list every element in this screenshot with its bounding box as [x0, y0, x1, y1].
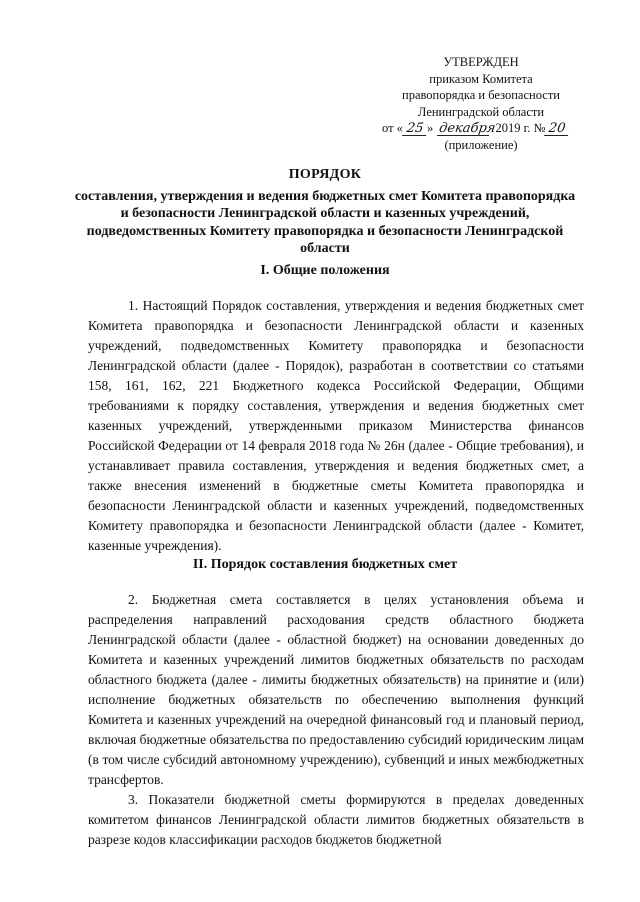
paragraph-2: 2. Бюджетная смета составляется в целях установления объема и распределения направлений расходования средств областного бюджета Ленинградской области (далее - областной бюджет) на основании доведенных до Комитета и казенных учреждений лимитов бюджетных обязательств по расходам областного бюджета (далее - лимиты бюджетных обязательств) на принятие и (или) исполнение бюджетных обязательств по обеспечению выполнения функций Комитета и казенных учреждений на очередной финансовый год и плановый период, включая бюджетные обязательства по предоставлению субсидий юридическим лицам (в том числе субсидий автономному учреждению), субвенций и иных межбюджетных трансфертов.: [88, 592, 584, 787]
approval-committee-line: правопорядка и безопасности: [402, 88, 560, 102]
paragraph-1: 1. Настоящий Порядок составления, утверждения и ведения бюджетных смет Комитета правопорядка и безопасности Ленинградской области и казенных учреждений, подведомственных Комитету правопорядка и безопасности Ленинградской области (далее - Порядок), разработан в соответствии со статьями 158, 161, 162, 221 Бюджетного кодекса Российской Федерации, Общими требованиями к порядку составления, утверждения и ведения бюджетных смет казенных учреждений, утвержденными приказом Министерства финансов Российской Федерации от 14 февраля 2018 года № 26н (далее - Общие требования), и устанавливает правила составления, утверждения и ведения бюджетных смет, а также внесения изменений в бюджетные сметы Комитета правопорядка и безопасности Ленинградской области и казенных учреждений, подведомственных Комитету правопорядка и безопасности Ленинградской области (далее - Комитет, казенные учреждения).: [88, 298, 584, 553]
handwritten-number: 20: [544, 122, 570, 136]
document-title: [70, 166, 580, 258]
approval-date-line: [382, 120, 586, 137]
section-heading-1: I. Общие положения: [260, 263, 390, 278]
date-mid: »: [426, 121, 434, 135]
title-main: ПОРЯДОК: [288, 167, 362, 182]
handwritten-day: 25: [402, 122, 428, 136]
year-text: 2019 г. №: [495, 121, 546, 135]
approval-stamp: [376, 54, 586, 153]
title-subtitle: составления, утверждения и ведения бюджетных смет Комитета правопорядка и безопасности Ленинградской области и казенных учреждений, подведомственных Комитету правопорядка и безопасности Ленинградской области: [74, 188, 576, 256]
section-heading-2: II. Порядок составления бюджетных смет: [192, 557, 458, 572]
approval-order-line: приказом Комитета: [429, 71, 533, 86]
appendix-label: (приложение): [444, 137, 518, 152]
date-prefix: от «: [382, 121, 403, 135]
paragraph-3: 3. Показатели бюджетной сметы формируются в пределах доведенных комитетом финансов Ленинградской области лимитов бюджетных обязательств в разрезе кодов классификации расходов бюджетов бюджетной: [88, 792, 584, 847]
approval-region-line: Ленинградской области: [417, 104, 545, 119]
approval-title: УТВЕРЖДЕН: [443, 55, 519, 69]
handwritten-month: декабря: [438, 121, 497, 136]
